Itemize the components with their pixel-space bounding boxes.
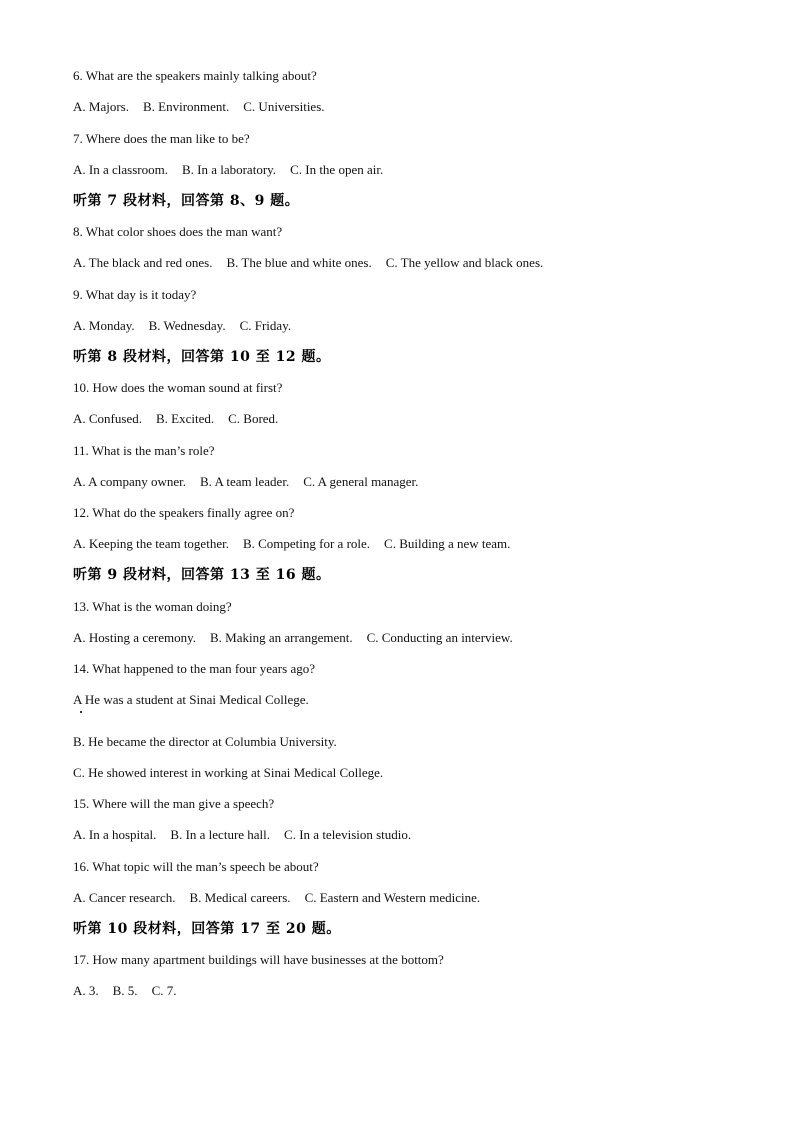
answer-options [73,827,411,843]
answer-option: C. Building a new team. [384,536,511,551]
section-heading: 听第 7 段材料，回答第 8、9 题。 [73,193,300,209]
question-text: 9. What day is it today? [73,287,197,302]
section-heading: 听第 9 段材料，回答第 13 至 16 题。 [73,567,331,583]
answer-option: B. Environment. [142,99,230,114]
answer-option: C. Conducting an interview. [366,630,513,645]
answer-option: A. 3. [73,983,99,998]
question-text: 12. What do the speakers finally agree on? [73,505,295,520]
answer-option: B. Wednesday. [148,318,226,333]
question-text: 11. What is the man’s role? [73,443,215,458]
answer-options [73,536,510,552]
answer-option: A. Confused. [73,411,142,426]
answer-option: A. Majors. [73,99,129,114]
question-text: 8. What color shoes does the man want? [73,224,283,239]
answer-option: A. In a classroom. [73,162,168,177]
answer-option: B. Competing for a role. [242,536,371,551]
answer-options [73,983,176,999]
question-text: 16. What topic will the man’s speech be about? [73,859,319,874]
question-text: 15. Where will the man give a speech? [73,796,275,811]
answer-option: A. Monday. [73,318,135,333]
answer-options [73,99,325,115]
answer-option: C. Bored. [228,411,279,426]
answer-option: C. Eastern and Western medicine. [304,890,481,905]
question-text: 7. Where does the man like to be? [73,131,250,146]
answer-options [73,474,418,490]
question-text: 13. What is the woman doing? [73,599,232,614]
section-heading: 听第 10 段材料，回答第 17 至 20 题。 [73,921,341,937]
answer-option: B. The blue and white ones. [226,255,372,270]
answer-options [73,162,383,178]
answer-options [73,411,278,427]
answer-option: A. A company owner. [73,474,187,489]
question-text: 6. What are the speakers mainly talking about? [73,68,317,83]
answer-option: A. Keeping the team together. [73,536,229,551]
answer-option: A. The black and red ones. [73,255,213,270]
answer-option: C. A general manager. [303,474,419,489]
stray-mark [80,711,82,713]
answer-option: B. A team leader. [200,474,290,489]
answer-options [73,890,480,906]
answer-option: C. 7. [151,983,177,998]
answer-options [73,318,291,334]
question-text: 10. How does the woman sound at first? [73,380,283,395]
question-text: A He was a student at Sinai Medical College. [73,692,309,707]
answer-option: C. In the open air. [290,162,384,177]
answer-option: B. In a lecture hall. [170,827,271,842]
answer-option: C. The yellow and black ones. [385,255,544,270]
section-heading: 听第 8 段材料，回答第 10 至 12 题。 [73,349,331,365]
answer-option: C. Friday. [239,318,292,333]
answer-option: B. Medical careers. [189,890,291,905]
question-text: 14. What happened to the man four years ago? [73,661,315,676]
answer-option: A. In a hospital. [73,827,157,842]
answer-option: A. Hosting a ceremony. [73,630,196,645]
answer-option: A. Cancer research. [73,890,176,905]
answer-option: B. 5. [112,983,138,998]
answer-option: B. In a laboratory. [181,162,277,177]
answer-options [73,630,513,646]
question-text: 17. How many apartment buildings will have businesses at the bottom? [73,952,444,967]
answer-options [73,255,543,271]
answer-option: C. In a television studio. [284,827,412,842]
question-text: B. He became the director at Columbia University. [73,734,337,749]
answer-option: C. Universities. [243,99,325,114]
question-text: C. He showed interest in working at Sinai Medical College. [73,765,384,780]
answer-option: B. Making an arrangement. [210,630,353,645]
answer-option: B. Excited. [155,411,215,426]
